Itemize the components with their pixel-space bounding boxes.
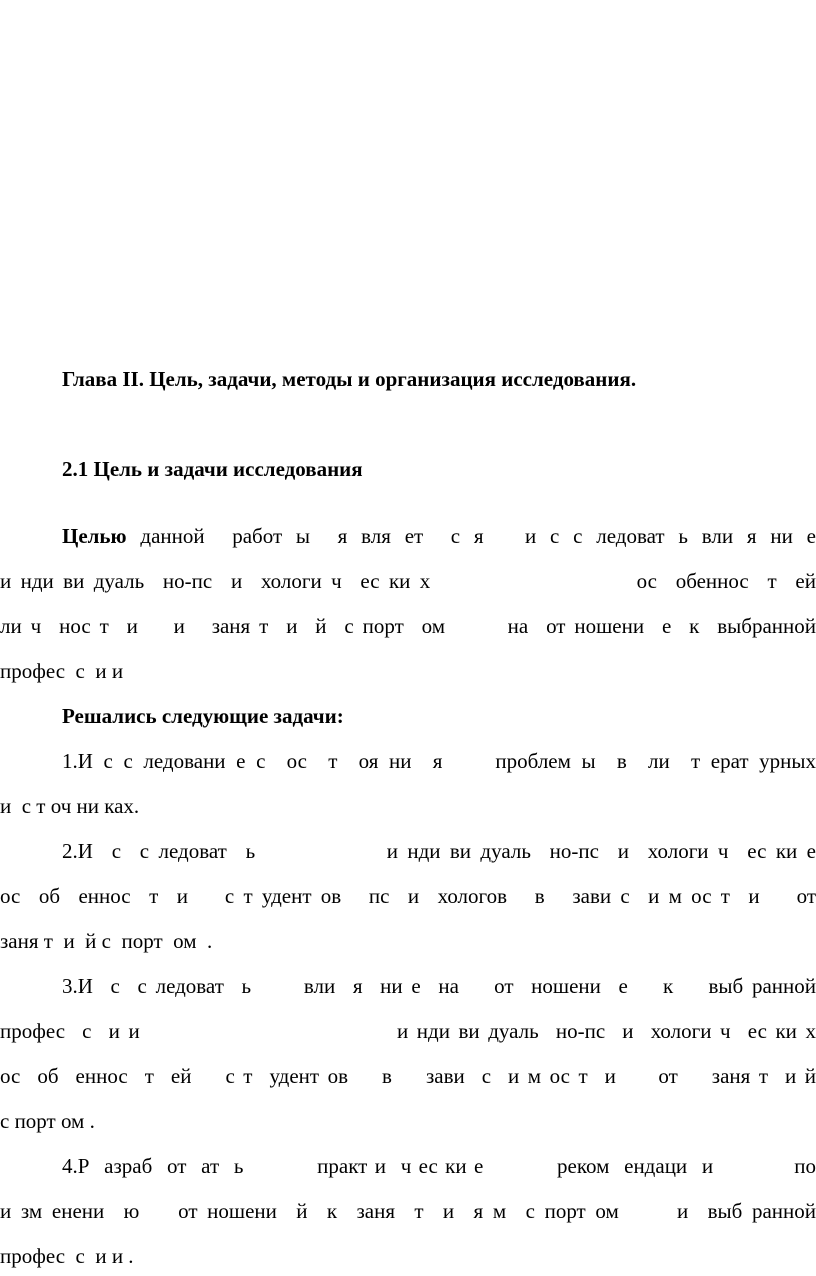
goal-line-1-text: данной работ ы я вля ет с я и с с ледоват ь вли я ни е — [126, 524, 816, 548]
task-2-line-1: 2.И с с ледоват ь и нди ви дуаль но-пс и хологи ч ес ки е — [62, 839, 816, 863]
task-2-line-2: ос об еннос т и с т удент ов пс и хологов в зави с и м ос т и от — [0, 884, 816, 908]
task-3-line-4: с порт ом . — [0, 1109, 95, 1133]
task-1-line-2: и с т оч ни ках. — [0, 794, 140, 818]
goal-line-2: и нди ви дуаль но-пс и хологи ч ес ки х ос обеннос т ей — [0, 569, 816, 593]
task-4-line-1: 4.Р азраб от ат ь практ и ч ес ки е реком ендаци и по — [62, 1154, 816, 1178]
task-1-line-1: 1.И с с ледовани е с ос т оя ни я проблем ы в ли т ерат урных — [62, 749, 816, 773]
task-3-line-3: ос об еннос т ей с т удент ов в зави с и м ос т и от заня т и й — [0, 1064, 816, 1088]
task-4-line-3: профес с и и . — [0, 1244, 134, 1268]
chapter-title: Глава II. Цель, задачи, методы и организация исследования. — [62, 367, 637, 391]
task-2-line-3: заня т и й с порт ом . — [0, 929, 213, 953]
goal-line-4: профес с и и — [0, 659, 124, 683]
task-3-line-2: профес с и и и нди ви дуаль но-пс и хологи ч ес ки х — [0, 1019, 816, 1043]
task-3-line-1: 3.И с с ледоват ь вли я ни е на от ношени е к выб ранной — [62, 974, 816, 998]
task-4-line-2: и зм енени ю от ношени й к заня т и я м с порт ом и выб ранной — [0, 1199, 816, 1223]
goal-line-3: ли ч нос т и и заня т и й с порт ом на от ношени е к выбранной — [0, 614, 816, 638]
tasks-heading: Решались следующие задачи: — [62, 704, 344, 728]
section-title: 2.1 Цель и задачи исследования — [62, 457, 363, 481]
goal-bold-word: Целью — [62, 524, 127, 548]
goal-line-1 — [0, 521, 816, 551]
